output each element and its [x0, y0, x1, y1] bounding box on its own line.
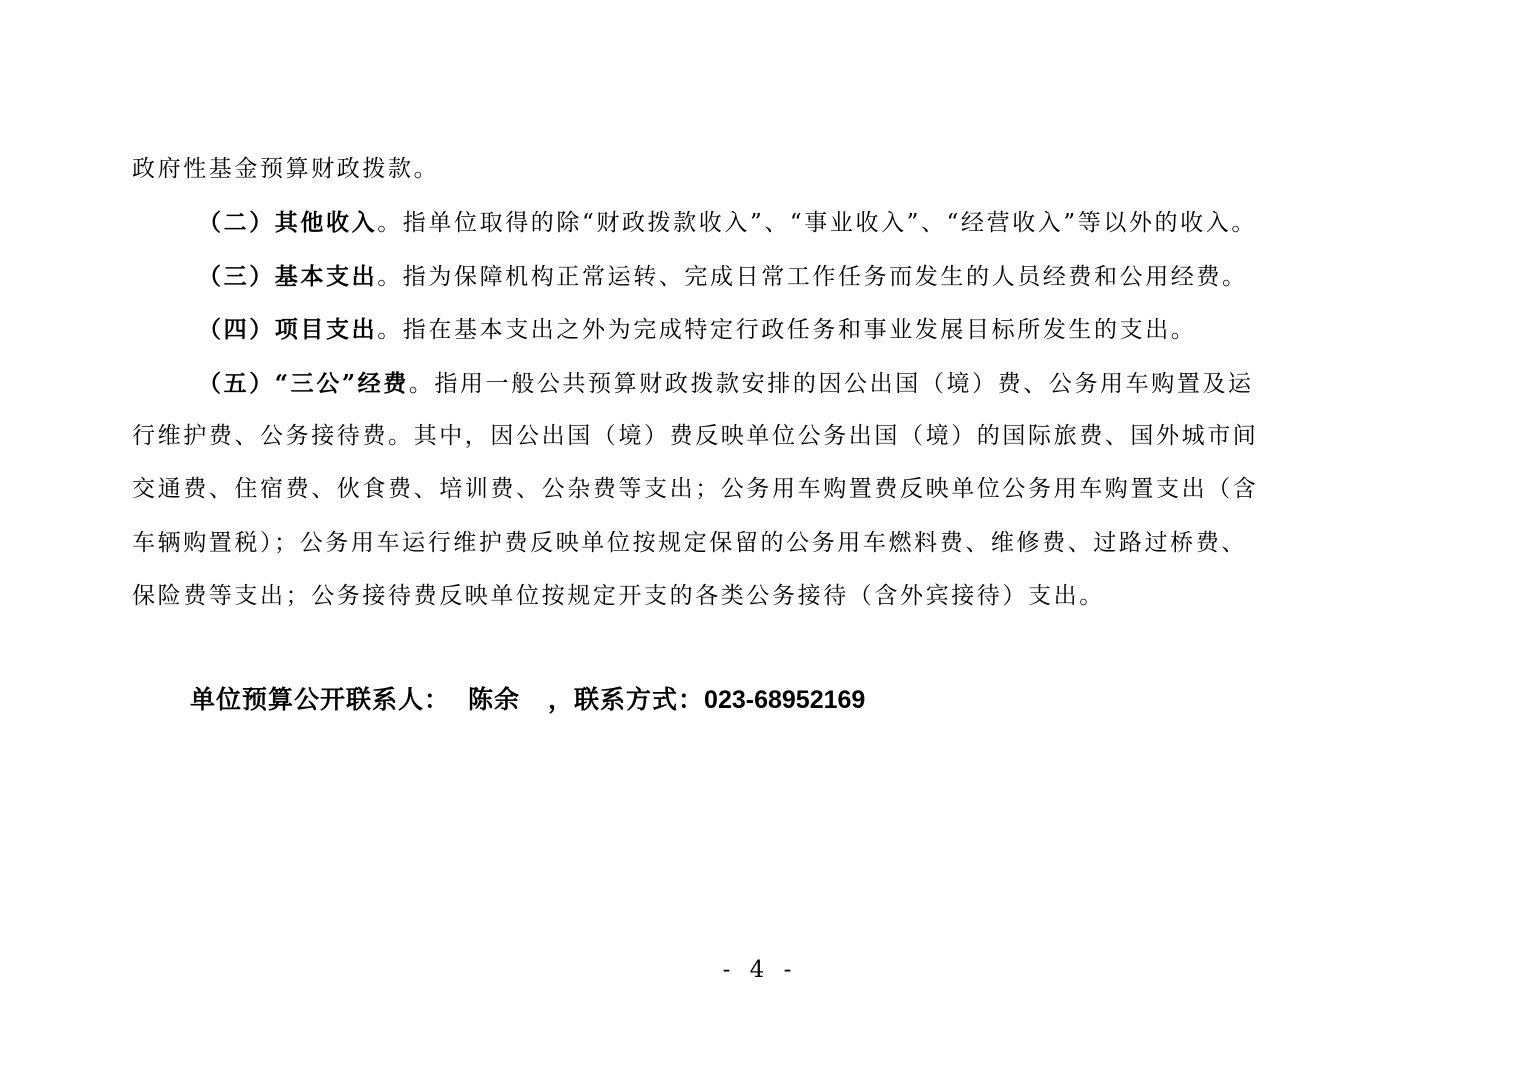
term-heading: （二）其他收入 — [198, 209, 378, 237]
paragraph-basic-expenditure — [132, 250, 1390, 303]
paragraph-line: 保险费等支出；公务接待费反映单位按规定开支的各类公务接待（含外宾接待）支出。 — [132, 583, 1105, 610]
paragraph-line: 车辆购置税）；公务用车运行维护费反映单位按规定保留的公务用车燃料费、维修费、过路过桥费、 — [132, 529, 1247, 556]
term-heading: （五）“三公”经费 — [198, 369, 409, 397]
contact-name: 陈余 — [468, 685, 521, 714]
contact-phone: 023-68952169 — [704, 686, 866, 714]
paragraph-text: 政府性基金预算财政拨款。 — [132, 156, 440, 182]
paragraph-line: 交通费、住宿费、伙食费、培训费、公杂费等支出；公务用车购置费反映单位公务用车购置支出（含 — [132, 476, 1259, 503]
contact-line — [190, 682, 865, 718]
paragraph-three-public-funds — [132, 357, 1390, 410]
paragraph-text: 。指在基本支出之外为完成特定行政任务和事业发展目标所发生的支出。 — [377, 317, 1197, 344]
term-heading: （四）项目支出 — [198, 316, 378, 344]
paragraph-continuation — [132, 143, 1390, 196]
paragraph-text: 。指单位取得的除“财政拨款收入”、“事业收入”、“经营收入”等以外的收入。 — [377, 210, 1257, 237]
paragraph-other-income — [132, 196, 1390, 249]
page-number: - 4 - — [722, 957, 798, 983]
contact-separator: ，联系方式： — [548, 685, 705, 714]
paragraph-text: 。指为保障机构正常运转、完成日常工作任务而发生的人员经费和公用经费。 — [377, 263, 1248, 290]
paragraph-project-expenditure — [132, 303, 1390, 356]
paragraph-line: 行维护费、公务接待费。其中，因公出国（境）费反映单位公务出国（境）的国际旅费、国外城市间 — [132, 422, 1259, 449]
paragraph-text: 。指用一般公共预算财政拨款安排的因公出国（境）费、公务用车购置及运 — [408, 370, 1254, 397]
document-body — [132, 143, 1390, 624]
contact-label: 单位预算公开联系人： — [190, 685, 451, 714]
term-heading: （三）基本支出 — [198, 262, 378, 290]
